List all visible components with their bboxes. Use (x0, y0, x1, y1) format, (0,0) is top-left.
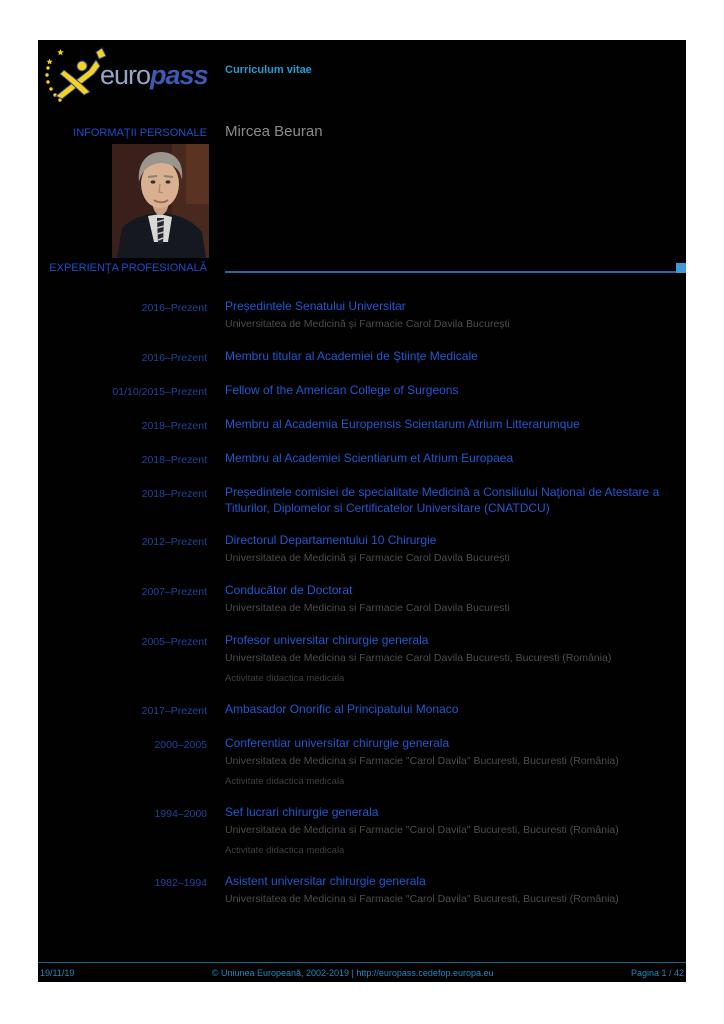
experience-entry (38, 532, 686, 566)
portrait-photo (112, 144, 209, 258)
entry-period: 2016–Prezent (141, 352, 207, 364)
experience-entry (38, 382, 686, 400)
entry-body (225, 873, 686, 907)
entry-title: Conferentiar universitar chirurgie generala (225, 736, 450, 750)
entry-body (225, 450, 686, 468)
entry-period: 2000–2005 (154, 739, 207, 751)
header (38, 40, 686, 110)
entry-title: Membru al Academiei Scientiarum et Atrium Europaea (225, 451, 514, 465)
experience-entry (38, 450, 686, 468)
cv-page (38, 40, 686, 982)
entry-title: Directorul Departamentului 10 Chirurgie (225, 533, 437, 547)
section-rule-line (225, 271, 684, 273)
footer-page-number: Pagina 1 / 42 (630, 967, 684, 978)
entry-body (225, 532, 686, 566)
experience-entry (38, 348, 686, 366)
entry-organization: Universitatea de Medicina si Farmacie "Carol Davila" Bucuresti, Bucuresti (România) (225, 824, 619, 836)
entry-period: 2018–Prezent (141, 420, 207, 432)
entry-period: 2018–Prezent (141, 454, 207, 466)
entry-title: Asistent universitar chirurgie generala (225, 874, 426, 888)
entry-period: 1994–2000 (154, 808, 207, 820)
experience-entry (38, 735, 686, 788)
entry-note: Activitate didactica medicala (225, 673, 345, 684)
document-type-label: Curriculum vitae (225, 64, 312, 76)
experience-entries (38, 298, 686, 923)
entry-body (225, 804, 686, 857)
entry-title: Președintele Senatului Universitar (225, 299, 406, 313)
entry-period: 2012–Prezent (141, 536, 207, 548)
entry-period: 2007–Prezent (141, 586, 207, 598)
entry-period: 2005–Prezent (141, 636, 207, 648)
experience-entry (38, 873, 686, 907)
footer-date: 19/11/19 (40, 967, 75, 978)
personal-info-row (38, 123, 686, 140)
footer-copyright: © Uniunea Europeană, 2002-2019 | http://europass.cedefop.europa.eu (211, 967, 494, 978)
entry-body (225, 416, 686, 434)
entry-title: Ambasador Onorific al Principatului Monaco (225, 702, 459, 716)
entry-body (225, 701, 686, 719)
experience-entry (38, 701, 686, 719)
entry-body (225, 632, 686, 685)
experience-entry (38, 484, 686, 516)
logo-pass-text: pass (150, 60, 208, 90)
entry-title: Fellow of the American College of Surgeons (225, 383, 459, 397)
person-name: Mircea Beuran (225, 123, 323, 140)
personal-section-label: INFORMAŢII PERSONALE (73, 127, 207, 139)
entry-title: Conducător de Doctorat (225, 583, 353, 597)
entry-organization: Universitatea de Medicina si Farmacie Carol Davila Bucuresti (225, 602, 510, 614)
europass-wordmark (100, 60, 208, 91)
entry-organization: Universitatea de Medicină și Farmacie Carol Davila București (225, 318, 510, 330)
experience-entry (38, 582, 686, 616)
entry-period: 2016–Prezent (141, 302, 207, 314)
experience-section-label: EXPERIENŢA PROFESIONALĂ (49, 262, 207, 274)
entry-body (225, 582, 686, 616)
experience-entry (38, 416, 686, 434)
entry-organization: Universitatea de Medicina si Farmacie "Carol Davila" Bucuresti, Bucuresti (România) (225, 755, 619, 767)
entry-title: Membru al Academia Europensis Scientarum Atrium Litterarumque (225, 417, 580, 431)
entry-organization: Universitatea de Medicina si Farmacie "Carol Davila" Bucuresti, Bucuresti (România) (225, 893, 619, 905)
entry-period: 2017–Prezent (141, 705, 207, 717)
entry-title: Profesor universitar chirurgie generala (225, 633, 429, 647)
section-rule (225, 262, 686, 274)
entry-organization: Universitatea de Medicina si Farmacie Carol Davila Bucuresti, Bucuresti (România) (225, 652, 612, 664)
logo-euro-text: euro (100, 60, 151, 90)
entry-note: Activitate didactica medicala (225, 776, 345, 787)
experience-entry (38, 632, 686, 685)
entry-note: Activitate didactica medicala (225, 845, 345, 856)
experience-section-heading (38, 262, 686, 274)
entry-title: Sef lucrari chirurgie generala (225, 805, 379, 819)
entry-period: 2018–Prezent (141, 488, 207, 500)
section-rule-marker-icon (676, 263, 686, 273)
portrait-photo-image (112, 144, 209, 258)
page-footer (38, 962, 686, 982)
entry-period: 01/10/2015–Prezent (112, 386, 207, 398)
entry-body (225, 735, 686, 788)
experience-entry (38, 804, 686, 857)
entry-body (225, 298, 686, 332)
entry-body (225, 382, 686, 400)
entry-period: 1982–1994 (154, 877, 207, 889)
entry-body (225, 348, 686, 366)
europass-logo (44, 46, 224, 108)
entry-title: Membru titular al Academiei de Ştiinţe Medicale (225, 349, 478, 363)
entry-organization: Universitatea de Medicină și Farmacie Carol Davila București (225, 552, 510, 564)
experience-entry (38, 298, 686, 332)
entry-body (225, 484, 686, 516)
entry-title: Președintele comisiei de specialitate Medicină a Consiliului Naţional de Atestare a Titlurilor, Diplomelor si Certificatelor Universitare (CNATDCU) (225, 485, 660, 515)
